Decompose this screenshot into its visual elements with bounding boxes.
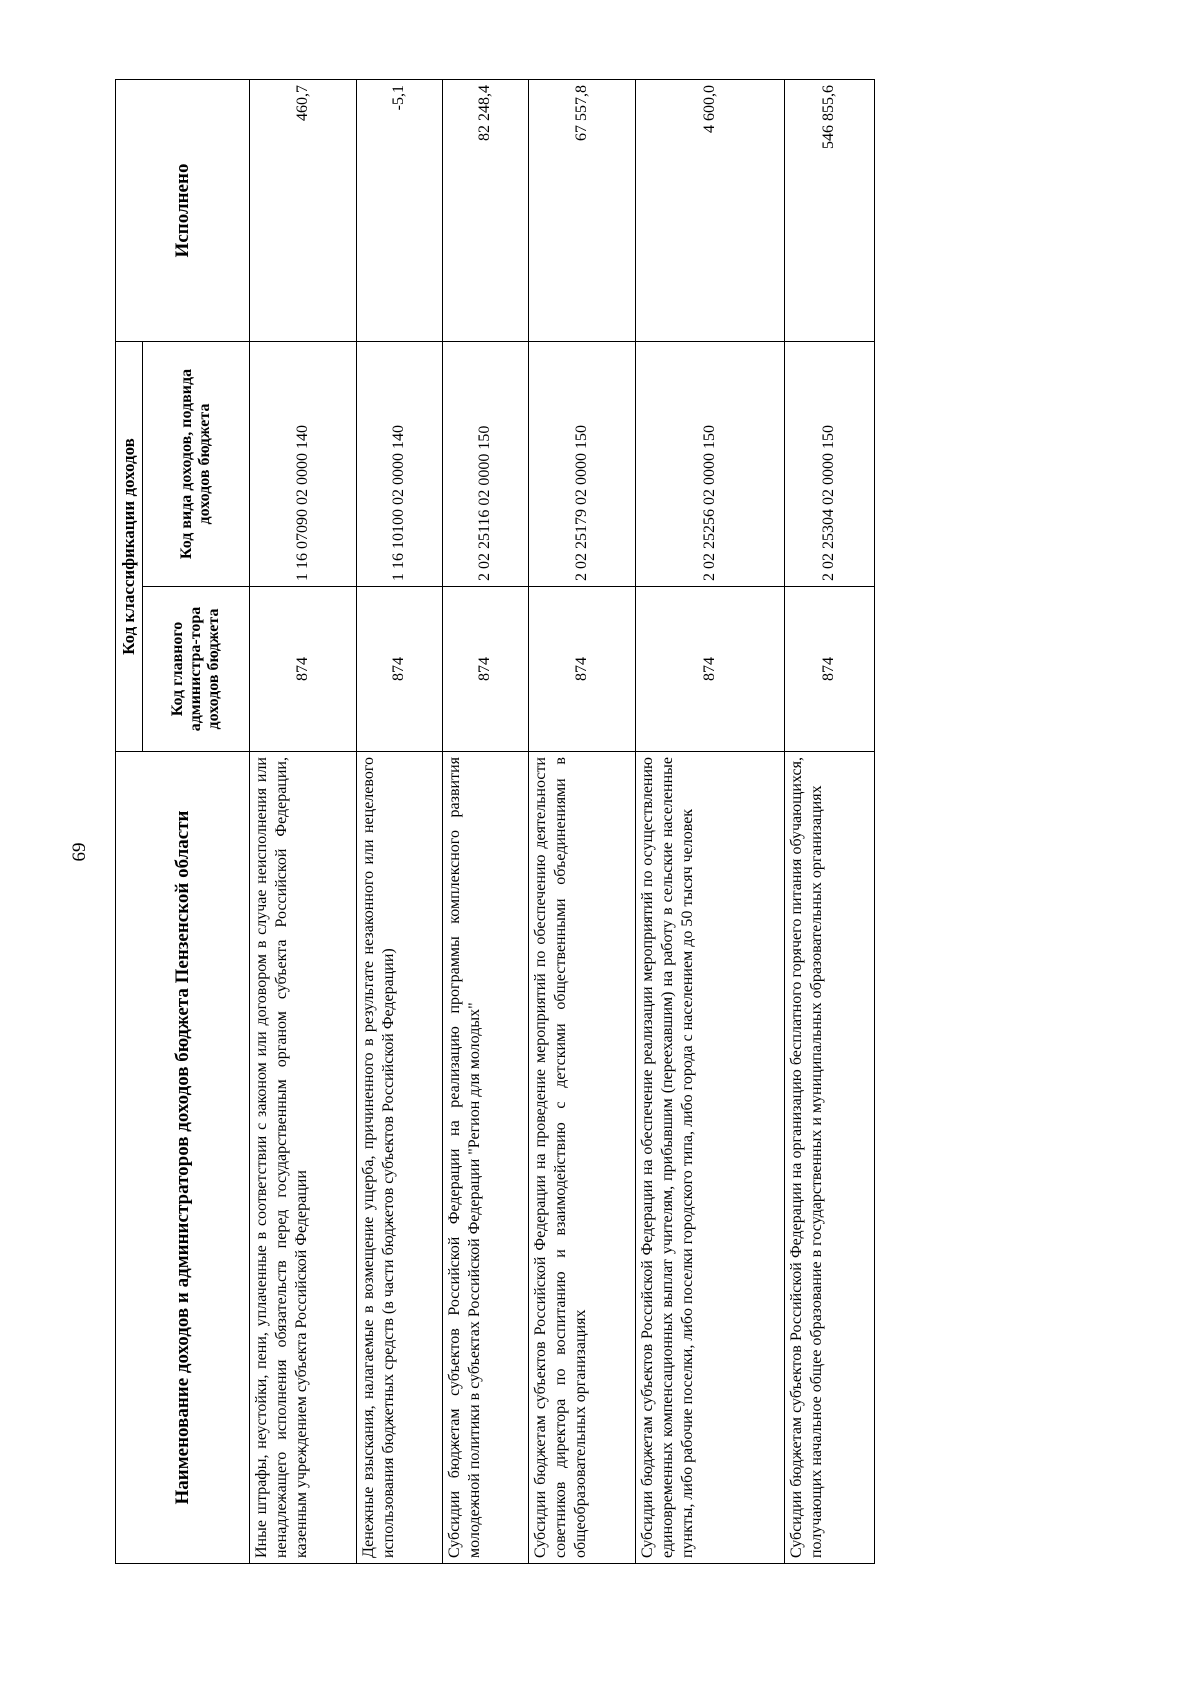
- row-admin-code: 874: [635, 587, 784, 752]
- header-admin-code: Код главного администра-тора доходов бюджета: [143, 587, 250, 752]
- header-income-type-code: Код вида доходов, подвида доходов бюджета: [143, 342, 250, 587]
- row-executed: 4 600,0: [635, 80, 784, 342]
- table-row: [356, 80, 442, 1564]
- table-row: [250, 80, 357, 1564]
- header-classification-group: Код классификации доходов: [116, 342, 143, 752]
- row-name: Денежные взыскания, налагаемые в возмещение ущерба, причиненного в результате незаконного или нецелевого использования бюджетных средств (в части бюджетов субъектов Российской Федерации): [356, 752, 442, 1564]
- table-row: [635, 80, 784, 1564]
- row-admin-code: 874: [250, 587, 357, 752]
- row-name: Субсидии бюджетам субъектов Российской Федерации на реализацию программы комплексного развития молодежной политики в субъектах Российской Федерации "Регион для молодых": [442, 752, 528, 1564]
- row-executed: 460,7: [250, 80, 357, 342]
- table-row: [442, 80, 528, 1564]
- row-income-code: 1 16 07090 02 0000 140: [250, 342, 357, 587]
- row-name: Субсидии бюджетам субъектов Российской Федерации на проведение мероприятий по обеспечению деятельности советников директора по воспитанию и взаимодействию с детскими общественными объединениями в общеобразовательных организациях: [528, 752, 635, 1564]
- row-name: Иные штрафы, неустойки, пени, уплаченные в соответствии с законом или договором в случае неисполнения или ненадлежащего исполнения обязательств перед государственным органом субъекта Российской Федерации, казенным учреждением субъекта Российской Федерации: [250, 752, 357, 1564]
- row-admin-code: 874: [442, 587, 528, 752]
- table-row: [784, 80, 874, 1564]
- rotated-table-container: [115, 80, 875, 1564]
- header-row-1: [116, 80, 143, 1564]
- row-income-code: 1 16 10100 02 0000 140: [356, 342, 442, 587]
- table-row: [528, 80, 635, 1564]
- row-executed: 82 248,4: [442, 80, 528, 342]
- row-income-code: 2 02 25179 02 0000 150: [528, 342, 635, 587]
- row-name: Субсидии бюджетам субъектов Российской Федерации на обеспечение реализации мероприятий по осуществлению единовременных компенсационных выплат учителям, прибывшим (переехавшим) на работу в сельские населенные пункты, либо рабочие поселки, либо поселки городского типа, либо города с населением до 50 тысяч человек: [635, 752, 784, 1564]
- header-name: Наименование доходов и администраторов доходов бюджета Пензенской области: [116, 752, 250, 1564]
- row-admin-code: 874: [784, 587, 874, 752]
- row-executed: 67 557,8: [528, 80, 635, 342]
- row-admin-code: 874: [528, 587, 635, 752]
- row-admin-code: 874: [356, 587, 442, 752]
- row-executed: -5,1: [356, 80, 442, 342]
- row-income-code: 2 02 25116 02 0000 150: [442, 342, 528, 587]
- row-income-code: 2 02 25304 02 0000 150: [784, 342, 874, 587]
- header-executed: Исполнено: [116, 80, 250, 342]
- revenue-table: [115, 79, 875, 1564]
- row-name: Субсидии бюджетам субъектов Российской Федерации на организацию бесплатного горячего питания обучающихся, получающих начальное общее образование в государственных и муниципальных образовательных организациях: [784, 752, 874, 1564]
- row-income-code: 2 02 25256 02 0000 150: [635, 342, 784, 587]
- row-executed: 546 855,6: [784, 80, 874, 342]
- page-number: 69: [69, 842, 90, 862]
